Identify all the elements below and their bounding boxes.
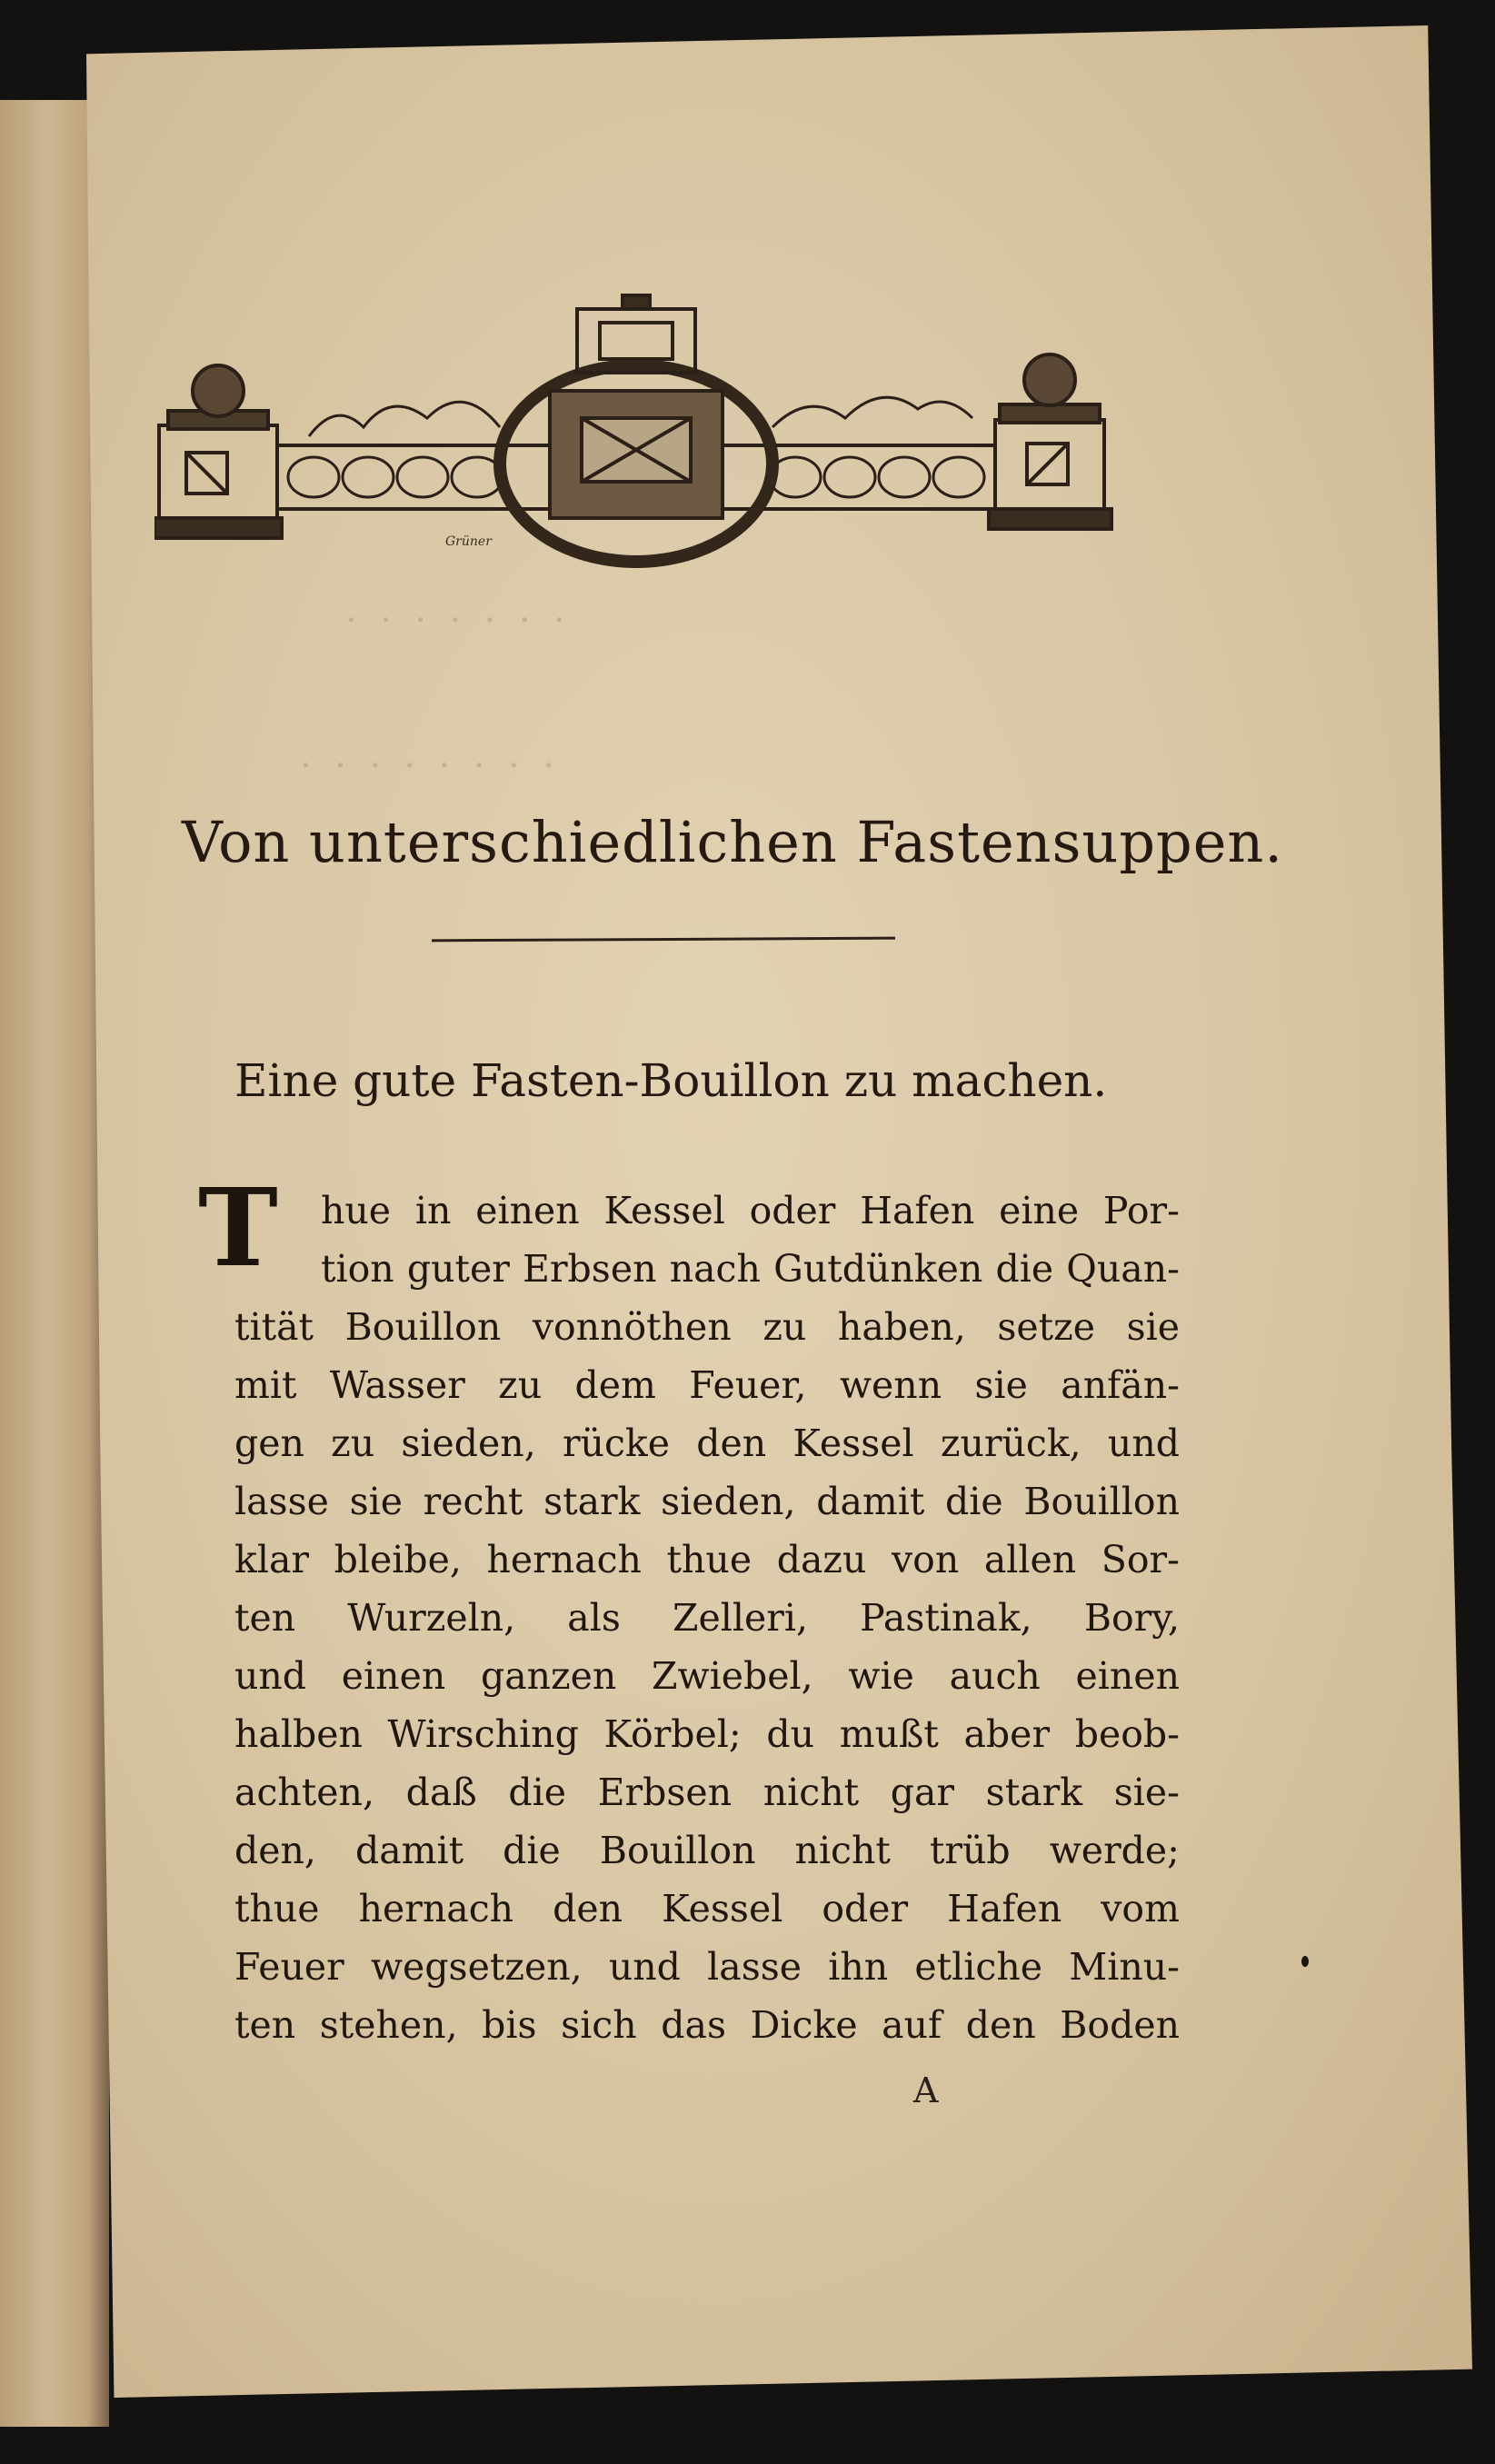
body-line: ten Wurzeln, als Zelleri, Pastinak, Bory, bbox=[234, 1596, 1180, 1640]
body-line: lasse sie recht stark sieden, damit die Bouillon bbox=[234, 1480, 1180, 1523]
bleed-through-text: · · · · · · · · bbox=[300, 745, 554, 787]
headpiece-ornament bbox=[154, 291, 1118, 573]
body-line: tion guter Erbsen nach Gutdünken die Quan- bbox=[321, 1247, 1180, 1291]
bleed-through-text: · · · · · · · bbox=[345, 600, 565, 642]
drop-cap: T bbox=[198, 1164, 278, 1291]
signature-mark: A bbox=[913, 2070, 939, 2110]
body-line: und einen ganzen Zwiebel, wie auch einen bbox=[234, 1654, 1180, 1698]
body-line: achten, daß die Erbsen nicht gar stark sie- bbox=[234, 1771, 1180, 1814]
ink-speck bbox=[1301, 1956, 1309, 1967]
body-line: thue hernach den Kessel oder Hafen vom bbox=[234, 1887, 1180, 1930]
recipe-title: Eine gute Fasten-Bouillon zu machen. bbox=[234, 1054, 1108, 1107]
body-line: tität Bouillon vonnöthen zu haben, setze sie bbox=[234, 1305, 1180, 1349]
body-line: Feuer wegsetzen, und lasse ihn etliche Minu- bbox=[234, 1945, 1180, 1989]
body-line: den, damit die Bouillon nicht trüb werde; bbox=[234, 1829, 1180, 1872]
body-line: gen zu sieden, rücke den Kessel zurück, und bbox=[234, 1422, 1180, 1465]
engraver-signature: Grüner bbox=[445, 534, 492, 549]
body-line: hue in einen Kessel oder Hafen eine Por- bbox=[321, 1189, 1180, 1232]
body-line: ten stehen, bis sich das Dicke auf den Boden bbox=[234, 2003, 1180, 2047]
body-line: halben Wirsching Körbel; du mußt aber beob- bbox=[234, 1712, 1180, 1756]
body-line: klar bleibe, hernach thue dazu von allen Sor- bbox=[234, 1538, 1180, 1581]
body-line: mit Wasser zu dem Feuer, wenn sie anfän- bbox=[234, 1363, 1180, 1407]
recipe-body bbox=[234, 1182, 1180, 2054]
chapter-heading: Von unterschiedlichen Fastensuppen. bbox=[182, 809, 1284, 875]
